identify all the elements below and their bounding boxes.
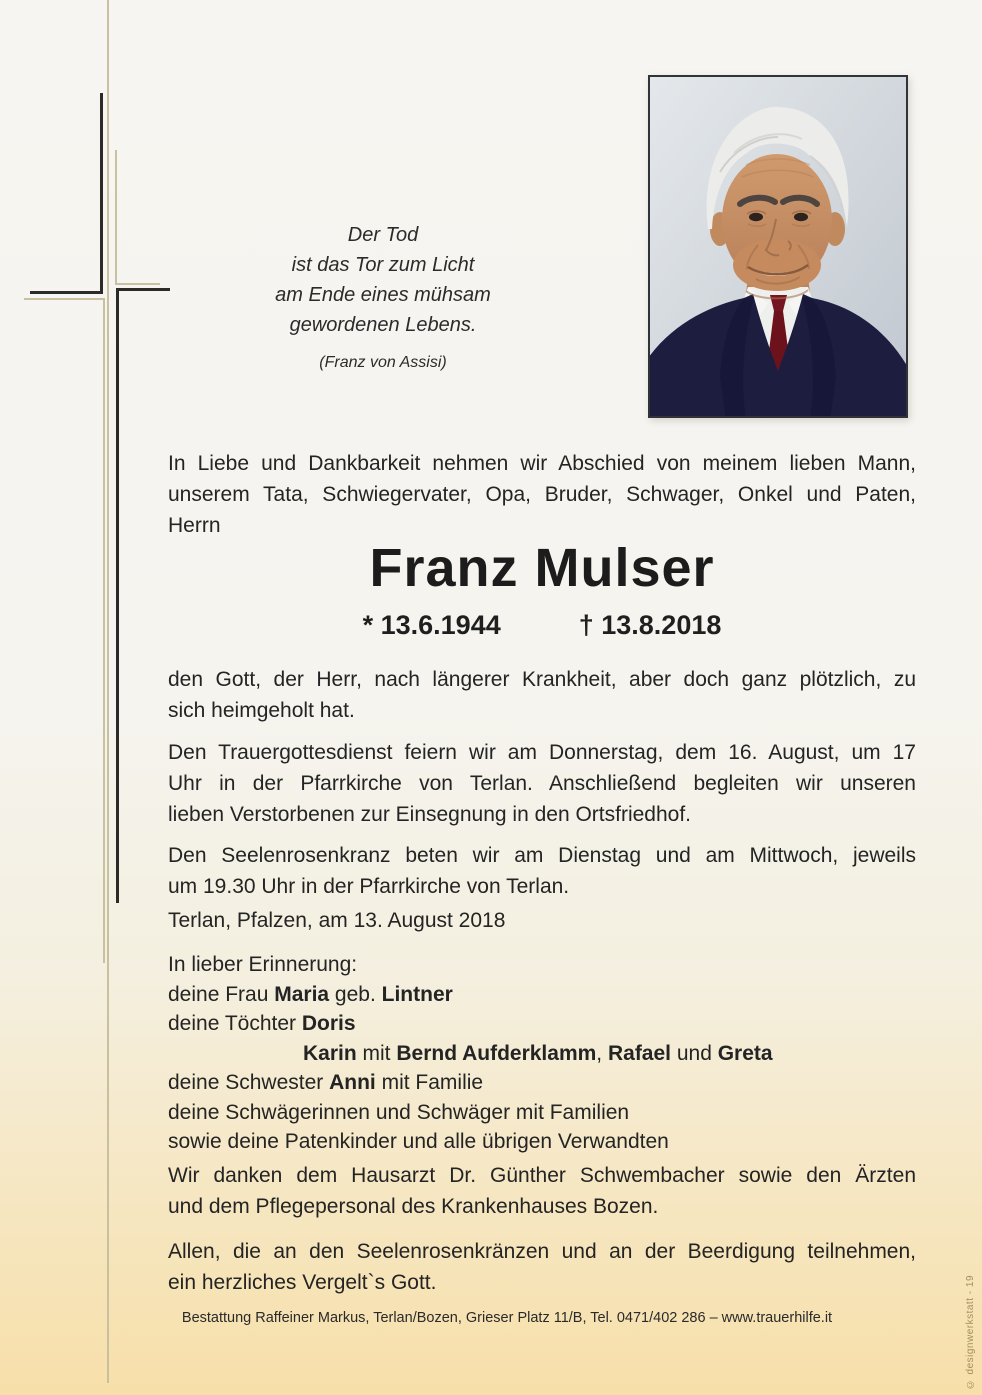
deceased-photo bbox=[648, 75, 908, 418]
text-line: sich heimgeholt hat. bbox=[168, 699, 355, 722]
memorial-line bbox=[168, 1009, 916, 1039]
memorial-line bbox=[168, 1039, 916, 1069]
quote-attribution: (Franz von Assisi) bbox=[319, 354, 447, 371]
paragraph-rosary bbox=[168, 840, 916, 902]
text-line: unserem Tata, Schwiegervater, Opa, Bruder, Schwager, Onkel und Paten, bbox=[168, 483, 916, 506]
memorial-line bbox=[168, 980, 916, 1010]
text-line: ein herzliches Vergelt`s Gott. bbox=[168, 1271, 437, 1294]
memorial-line bbox=[168, 1098, 916, 1128]
print-credit: © designwerkstatt - 19 bbox=[965, 1274, 976, 1389]
portrait-illustration bbox=[650, 77, 906, 416]
paragraph-service bbox=[168, 737, 916, 830]
memorial-name: Karin bbox=[303, 1041, 357, 1065]
memorial-name: Maria bbox=[274, 982, 330, 1006]
memorial-text: deine Töchter bbox=[168, 1012, 302, 1035]
memorial-text: In lieber Erinnerung: bbox=[168, 953, 358, 976]
quote-line: gewordenen Lebens. bbox=[289, 314, 477, 336]
memorial-line bbox=[168, 950, 916, 980]
cross-line-black-vertical-bottom bbox=[116, 288, 119, 903]
memorial-text: deine Schwester bbox=[168, 1071, 330, 1094]
paragraph-closing bbox=[168, 1236, 916, 1298]
cross-line-tan-arm-right bbox=[115, 283, 160, 285]
text-line: lieben Verstorbenen zur Einsegnung in den Ortsfriedhof. bbox=[168, 803, 692, 826]
text-line: Den Trauergottesdienst feiern wir am Donnerstag, dem 16. August, um 17 bbox=[168, 741, 916, 764]
paragraph-thanks bbox=[168, 1160, 916, 1222]
text-line: Wir danken dem Hausarzt Dr. Günther Schwembacher sowie den Ärzten bbox=[168, 1164, 916, 1187]
intro-paragraph bbox=[168, 448, 916, 541]
memorial-name: Greta bbox=[717, 1041, 773, 1065]
quote-line: am Ende eines mühsam bbox=[275, 284, 491, 306]
quote-line: Der Tod bbox=[347, 224, 419, 246]
memorial-line bbox=[168, 1068, 916, 1098]
birth-date: * 13.6.1944 bbox=[362, 610, 501, 640]
text-line: Uhr in der Pfarrkirche von Terlan. Anschließend begleiten wir unseren bbox=[168, 772, 916, 795]
memorial-text: und bbox=[671, 1041, 718, 1065]
quote-block bbox=[258, 220, 508, 378]
memorial-text: geb. bbox=[329, 982, 382, 1006]
memorial-text: sowie deine Patenkinder und alle übrigen Verwandten bbox=[168, 1130, 669, 1153]
memorial-list bbox=[168, 950, 916, 1157]
death-date: † 13.8.2018 bbox=[578, 610, 722, 640]
memorial-text: deine Frau bbox=[168, 982, 275, 1006]
cross-line-black-arm-right bbox=[116, 288, 170, 291]
memorial-name: Lintner bbox=[381, 982, 453, 1006]
cross-line-tan-arm-left bbox=[24, 298, 103, 300]
memorial-name: Rafael bbox=[607, 1041, 671, 1065]
cross-line-black-arm-left bbox=[30, 291, 103, 294]
memorial-text: deine Schwägerinnen und Schwäger mit Familien bbox=[168, 1100, 630, 1124]
text-line: Allen, die an den Seelenrosenkränzen und an der Beerdigung teilnehmen, bbox=[168, 1240, 916, 1263]
funeral-home-footer: Bestattung Raffeiner Markus, Terlan/Bozen, Grieser Platz 11/B, Tel. 0471/402 286 – www.trauerhilfe.it bbox=[181, 1310, 833, 1326]
memorial-name: Bernd Aufderklamm bbox=[396, 1041, 597, 1065]
memorial-name: Doris bbox=[301, 1012, 356, 1035]
text-line: um 19.30 Uhr in der Pfarrkirche von Terlan. bbox=[168, 875, 570, 898]
cross-line-tan-vertical-right bbox=[115, 150, 117, 285]
text-line: den Gott, der Herr, nach längerer Krankheit, aber doch ganz plötzlich, zu bbox=[168, 668, 916, 691]
deceased-name: Franz Mulser bbox=[369, 538, 715, 598]
quote-line: ist das Tor zum Licht bbox=[291, 254, 475, 276]
memorial-text: mit Familie bbox=[375, 1071, 484, 1094]
memorial-name: Anni bbox=[329, 1071, 376, 1094]
memorial-text: , bbox=[596, 1041, 608, 1065]
text-line: Herrn bbox=[168, 514, 221, 537]
memorial-line bbox=[168, 1127, 916, 1157]
text-line: und dem Pflegepersonal des Krankenhauses Bozen. bbox=[168, 1195, 659, 1218]
paragraph-death bbox=[168, 664, 916, 726]
cross-line-tan-vertical-left bbox=[103, 298, 105, 963]
text-line: In Liebe und Dankbarkeit nehmen wir Abschied von meinem lieben Mann, bbox=[168, 452, 916, 475]
text-line: Den Seelenrosenkranz beten wir am Dienstag und am Mittwoch, jeweils bbox=[168, 844, 916, 867]
place-and-date: Terlan, Pfalzen, am 13. August 2018 bbox=[168, 909, 506, 932]
memorial-text: mit bbox=[356, 1041, 397, 1065]
cross-line-black-vertical-top bbox=[100, 93, 103, 293]
cross-line-tan-vertical-full bbox=[107, 0, 109, 1383]
life-dates bbox=[168, 610, 916, 641]
